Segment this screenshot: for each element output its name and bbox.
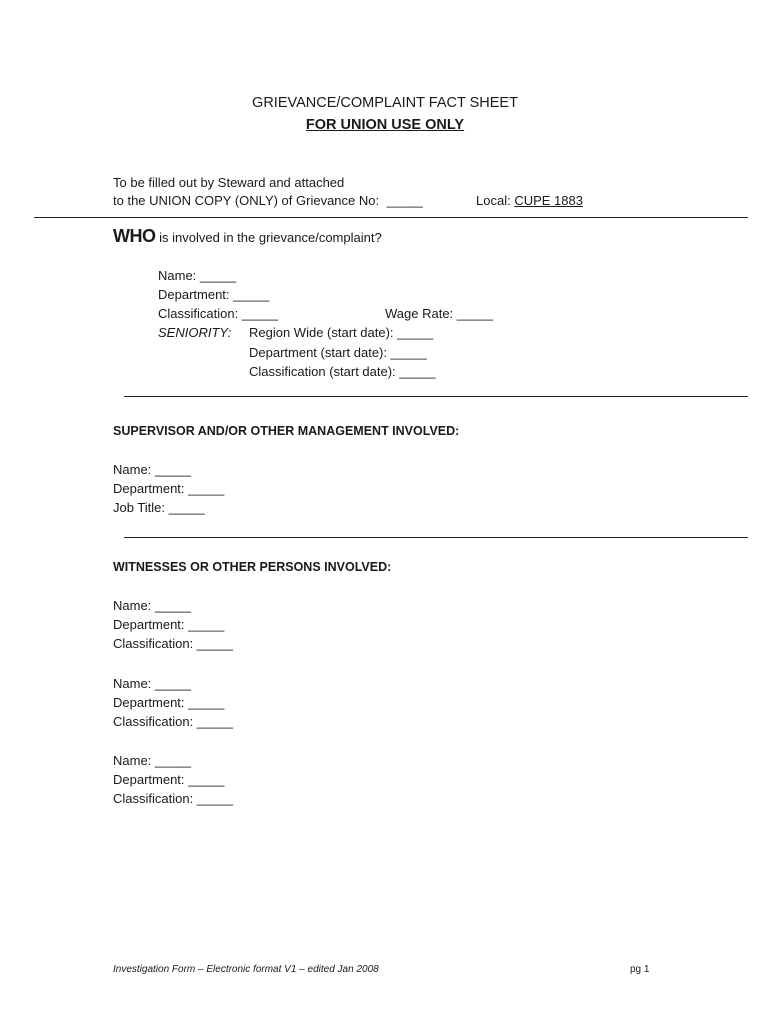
- witness-3-name-field[interactable]: Name: _____: [113, 753, 192, 768]
- page-subtitle: FOR UNION USE ONLY: [305, 117, 465, 133]
- witnesses-heading: WITNESSES OR OTHER PERSONS INVOLVED:: [113, 560, 392, 574]
- page-number: pg 1: [630, 964, 650, 975]
- page-title: GRIEVANCE/COMPLAINT FACT SHEET: [252, 95, 518, 111]
- footer-text: Investigation Form – Electronic format V1 – edited Jan 2008: [113, 964, 379, 975]
- supervisor-heading: SUPERVISOR AND/OR OTHER MANAGEMENT INVOLVED:: [113, 424, 460, 438]
- intro-line-1: To be filled out by Steward and attached: [113, 175, 345, 190]
- local-field: [476, 193, 583, 208]
- grievance-no-field[interactable]: _____: [386, 193, 423, 208]
- who-heading-big: WHO: [113, 226, 156, 246]
- witness-1-department-field[interactable]: Department: _____: [113, 617, 225, 632]
- divider-supervisor: [124, 537, 748, 538]
- local-label: Local:: [476, 193, 511, 208]
- witness-1-classification-field[interactable]: Classification: _____: [113, 636, 233, 651]
- witness-2-classification-field[interactable]: Classification: _____: [113, 714, 233, 729]
- who-heading: [113, 226, 382, 247]
- classification-start-field[interactable]: Classification (start date): _____: [249, 364, 436, 379]
- who-name-field[interactable]: Name: _____: [158, 268, 237, 283]
- department-start-field[interactable]: Department (start date): _____: [249, 345, 427, 360]
- divider-top: [34, 217, 748, 218]
- supervisor-department-field[interactable]: Department: _____: [113, 481, 225, 496]
- supervisor-job-title-field[interactable]: Job Title: _____: [113, 500, 205, 515]
- witness-3-classification-field[interactable]: Classification: _____: [113, 791, 233, 806]
- supervisor-name-field[interactable]: Name: _____: [113, 462, 192, 477]
- witness-2-name-field[interactable]: Name: _____: [113, 676, 192, 691]
- witness-2-department-field[interactable]: Department: _____: [113, 695, 225, 710]
- witness-3-department-field[interactable]: Department: _____: [113, 772, 225, 787]
- intro-line-2: [113, 193, 423, 208]
- who-classification-field[interactable]: Classification: _____: [158, 306, 278, 321]
- divider-who: [124, 396, 748, 397]
- who-department-field[interactable]: Department: _____: [158, 287, 270, 302]
- who-heading-rest: is involved in the grievance/complaint?: [159, 230, 382, 245]
- seniority-label: SENIORITY:: [158, 325, 232, 340]
- intro-line-2-text: to the UNION COPY (ONLY) of Grievance No:: [113, 193, 380, 208]
- witness-1-name-field[interactable]: Name: _____: [113, 598, 192, 613]
- who-wage-rate-field[interactable]: Wage Rate: _____: [385, 306, 493, 321]
- region-wide-start-field[interactable]: Region Wide (start date): _____: [249, 325, 434, 340]
- local-value: CUPE 1883: [514, 193, 583, 208]
